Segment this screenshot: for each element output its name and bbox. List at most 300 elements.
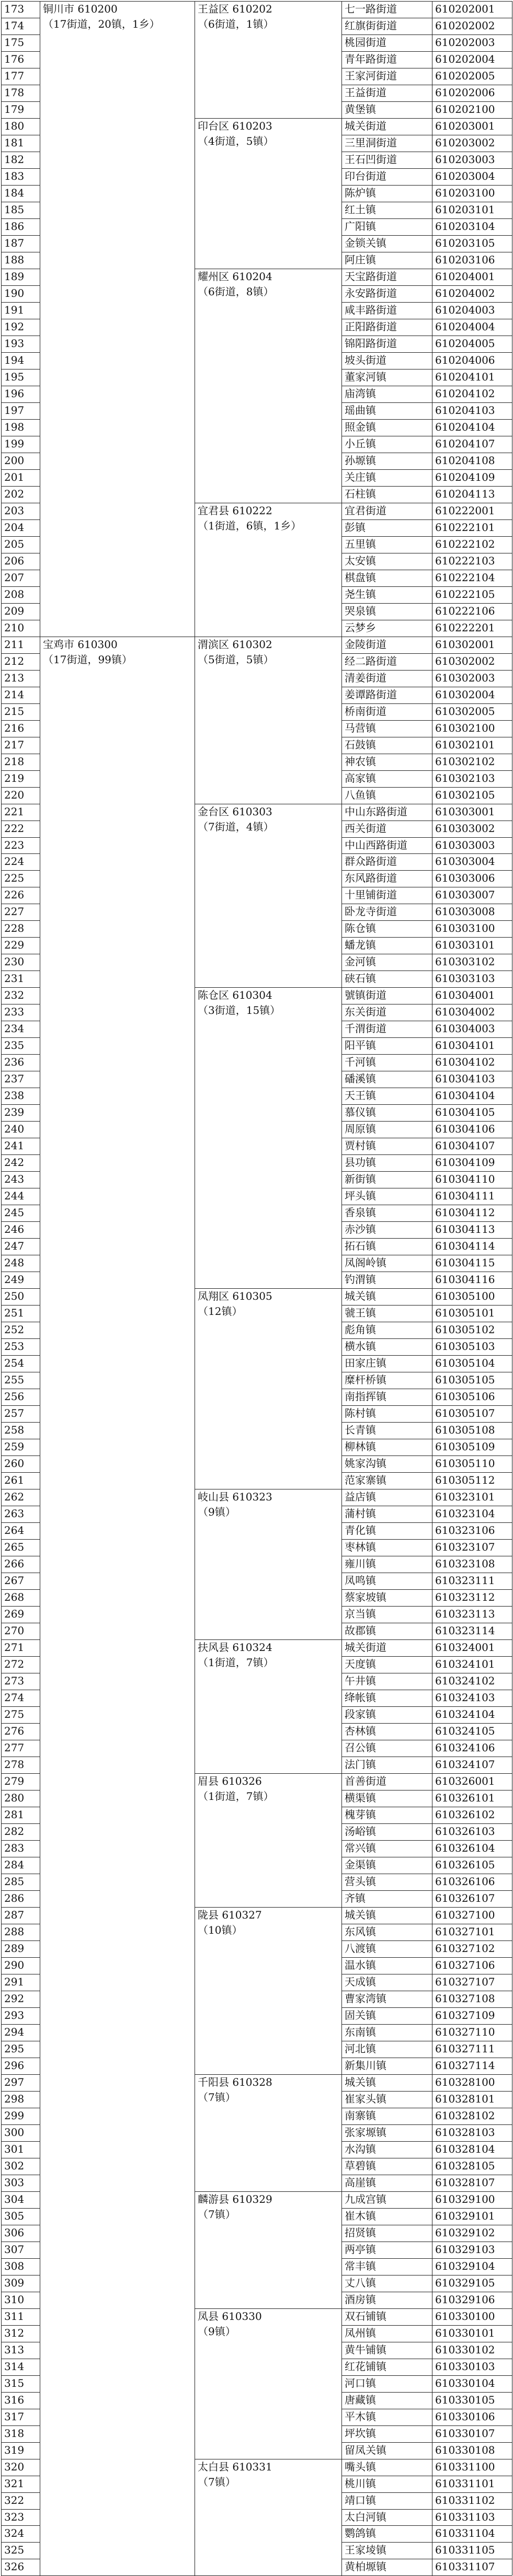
row-number: 178 — [4, 86, 25, 99]
row-number: 271 — [4, 1641, 25, 1654]
row-rule — [1, 2024, 40, 2025]
township-name: 曹家湾镇 — [345, 1992, 386, 2005]
township-name: 赤沙镇 — [345, 1223, 376, 1235]
division-code: 610329101 — [435, 2210, 495, 2222]
division-code: 610327107 — [435, 1976, 495, 1988]
township-name: 蟠龙镇 — [345, 939, 376, 951]
district-summary: （5街道，5镇） — [198, 653, 274, 666]
district-group-rule — [195, 1773, 341, 1774]
division-code: 610331105 — [435, 2544, 495, 2556]
row-rule — [341, 519, 512, 520]
division-code: 610323112 — [435, 1591, 495, 1603]
row-number: 317 — [4, 2410, 25, 2423]
row-number: 280 — [4, 1792, 25, 1804]
township-name: 金锁关镇 — [345, 237, 386, 249]
district-summary: （4街道，5镇） — [198, 135, 274, 147]
row-rule — [1, 870, 40, 871]
row-rule — [1, 1606, 40, 1607]
row-rule — [341, 1037, 512, 1038]
row-rule — [1, 1355, 40, 1356]
township-name: 固关镇 — [345, 2009, 376, 2021]
division-code: 610304101 — [435, 1039, 495, 1052]
row-number: 217 — [4, 738, 25, 751]
township-name: 陈村镇 — [345, 1407, 376, 1419]
row-rule — [341, 2124, 512, 2125]
township-name: 高家镇 — [345, 772, 376, 784]
township-name: 王益街道 — [345, 86, 386, 99]
row-rule — [1, 1940, 40, 1941]
division-code: 610327100 — [435, 1909, 495, 1921]
row-number: 295 — [4, 2042, 25, 2055]
row-rule — [1, 2007, 40, 2008]
row-rule — [341, 603, 512, 604]
row-rule — [1, 920, 40, 921]
row-number: 186 — [4, 220, 25, 233]
division-code: 610303004 — [435, 855, 495, 868]
row-number: 321 — [4, 2477, 25, 2490]
township-name: 红旗街街道 — [345, 19, 397, 32]
township-name: 齐镇 — [345, 1892, 366, 1904]
row-number: 176 — [4, 53, 25, 65]
division-code: 610204113 — [435, 488, 495, 500]
row-rule — [1, 837, 40, 838]
division-code: 610203104 — [435, 220, 495, 233]
division-code: 610305108 — [435, 1424, 495, 1436]
division-code: 610304102 — [435, 1056, 495, 1068]
row-number: 319 — [4, 2444, 25, 2456]
row-rule — [341, 2258, 512, 2259]
township-name: 云梦乡 — [345, 621, 376, 634]
row-rule — [1, 853, 40, 854]
township-name: 杏林镇 — [345, 1725, 376, 1737]
row-rule — [341, 1823, 512, 1824]
township-name: 王石凹街道 — [345, 153, 397, 166]
row-rule — [1, 1957, 40, 1958]
row-number: 281 — [4, 1808, 25, 1821]
township-name: 双石铺镇 — [345, 2310, 386, 2323]
division-code: 610330100 — [435, 2310, 495, 2323]
division-code: 610202100 — [435, 103, 495, 115]
row-rule — [341, 1338, 512, 1339]
township-name: 青年路街道 — [345, 53, 397, 65]
division-code: 610302004 — [435, 688, 495, 701]
division-code: 610302002 — [435, 655, 495, 667]
row-number: 262 — [4, 1491, 25, 1503]
division-code: 610323104 — [435, 1507, 495, 1520]
row-rule — [1, 536, 40, 537]
township-name: 千渭街道 — [345, 1022, 386, 1035]
division-code: 610222201 — [435, 621, 495, 634]
row-number: 297 — [4, 2076, 25, 2088]
division-code: 610304113 — [435, 1223, 495, 1235]
division-code: 610323108 — [435, 1557, 495, 1570]
township-name: 靖口镇 — [345, 2494, 376, 2506]
row-number: 318 — [4, 2427, 25, 2440]
row-number: 234 — [4, 1022, 25, 1035]
division-code: 610305101 — [435, 1307, 495, 1319]
division-code: 610302100 — [435, 722, 495, 734]
row-number: 276 — [4, 1725, 25, 1737]
row-number: 239 — [4, 1106, 25, 1118]
township-name: 坪头镇 — [345, 1189, 376, 1202]
township-name: 照金镇 — [345, 421, 376, 433]
row-number: 183 — [4, 170, 25, 182]
row-rule — [1, 1338, 40, 1339]
division-code: 610305112 — [435, 1474, 495, 1486]
division-code: 610202004 — [435, 53, 495, 65]
township-name: 两亭镇 — [345, 2243, 376, 2256]
row-number: 231 — [4, 972, 25, 985]
township-name: 马营镇 — [345, 722, 376, 734]
row-rule — [1, 1037, 40, 1038]
division-code: 610326103 — [435, 1825, 495, 1838]
township-name: 鹦鸽镇 — [345, 2527, 376, 2539]
township-name: 坪坎镇 — [345, 2427, 376, 2440]
row-rule — [1, 603, 40, 604]
township-name: 黄堡镇 — [345, 103, 376, 115]
township-name: 河北镇 — [345, 2042, 376, 2055]
township-name: 八渡镇 — [345, 1942, 376, 1955]
row-rule — [341, 1221, 512, 1222]
district-summary: （1街道，7镇） — [198, 1656, 274, 1669]
row-rule — [1, 1539, 40, 1540]
township-name: 雍川镇 — [345, 1557, 376, 1570]
township-name: 天王镇 — [345, 1089, 376, 1102]
row-number: 247 — [4, 1240, 25, 1252]
row-number: 200 — [4, 454, 25, 467]
row-number: 212 — [4, 655, 25, 667]
township-name: 城关镇 — [345, 1290, 376, 1302]
row-rule — [1, 586, 40, 587]
row-rule — [341, 1288, 512, 1289]
row-rule — [1, 168, 40, 169]
division-code: 610304116 — [435, 1273, 495, 1286]
township-name: 南指挥镇 — [345, 1390, 386, 1403]
row-number: 267 — [4, 1574, 25, 1587]
township-name: 红土镇 — [345, 203, 376, 216]
district-group-rule — [195, 2308, 341, 2309]
district-name: 陈仓区 610304 — [198, 989, 272, 1001]
row-number: 296 — [4, 2059, 25, 2072]
row-rule — [1, 1639, 40, 1640]
division-code: 610329106 — [435, 2293, 495, 2306]
division-code: 610328104 — [435, 2143, 495, 2155]
row-rule — [1, 2258, 40, 2259]
division-code: 610305100 — [435, 1290, 495, 1302]
division-code: 610327111 — [435, 2042, 495, 2055]
row-rule — [1, 34, 40, 35]
township-name: 七一路街道 — [345, 3, 397, 15]
row-rule — [341, 1907, 512, 1908]
township-name: 香泉镇 — [345, 1206, 376, 1219]
row-rule — [1, 118, 40, 119]
row-rule — [1, 402, 40, 403]
township-name: 十里铺街道 — [345, 888, 397, 901]
township-name: 东南镇 — [345, 2026, 376, 2038]
division-code: 610302102 — [435, 755, 495, 768]
row-number: 197 — [4, 404, 25, 417]
township-name: 嘴头镇 — [345, 2461, 376, 2473]
township-name: 青化镇 — [345, 1524, 376, 1537]
township-name: 五里镇 — [345, 538, 376, 550]
township-name: 庙湾镇 — [345, 387, 376, 400]
row-number: 244 — [4, 1189, 25, 1202]
township-name: 西关街道 — [345, 822, 386, 835]
division-code: 610305104 — [435, 1357, 495, 1369]
division-code: 610204001 — [435, 270, 495, 283]
district-name: 金台区 610303 — [198, 805, 272, 818]
row-rule — [1, 1823, 40, 1824]
division-code: 610328100 — [435, 2076, 495, 2088]
township-name: 小丘镇 — [345, 437, 376, 450]
township-name: 糜杆桥镇 — [345, 1373, 386, 1386]
township-name: 法门镇 — [345, 1758, 376, 1771]
township-name: 九成宫镇 — [345, 2193, 386, 2205]
division-code: 610331107 — [435, 2560, 495, 2573]
row-number: 266 — [4, 1557, 25, 1570]
row-rule — [341, 1706, 512, 1707]
row-number: 228 — [4, 922, 25, 934]
row-number: 309 — [4, 2277, 25, 2289]
row-number: 232 — [4, 989, 25, 1001]
row-rule — [1, 1104, 40, 1105]
row-number: 251 — [4, 1307, 25, 1319]
township-name: 长青镇 — [345, 1424, 376, 1436]
row-number: 279 — [4, 1775, 25, 1787]
district-summary: （7街道，4镇） — [198, 821, 274, 833]
row-rule — [341, 1154, 512, 1155]
row-number: 235 — [4, 1039, 25, 1052]
row-rule — [1, 1, 40, 2]
township-name: 姚家沟镇 — [345, 1457, 386, 1470]
township-name: 硖石镇 — [345, 972, 376, 985]
row-rule — [1, 2074, 40, 2075]
row-number: 243 — [4, 1173, 25, 1185]
row-number: 188 — [4, 253, 25, 266]
row-number: 194 — [4, 354, 25, 366]
row-number: 215 — [4, 705, 25, 718]
township-name: 横渠镇 — [345, 1792, 376, 1804]
row-number: 189 — [4, 270, 25, 283]
row-number: 203 — [4, 504, 25, 517]
row-rule — [1, 2392, 40, 2393]
row-rule — [1, 486, 40, 487]
row-number: 209 — [4, 605, 25, 617]
district-group-rule — [195, 2191, 341, 2192]
division-code: 610323113 — [435, 1608, 495, 1620]
row-number: 264 — [4, 1524, 25, 1537]
division-code: 610323111 — [435, 1574, 495, 1587]
row-number: 184 — [4, 187, 25, 199]
township-name: 阳平镇 — [345, 1039, 376, 1052]
division-code: 610304106 — [435, 1123, 495, 1135]
row-number: 191 — [4, 304, 25, 316]
district-summary: （10镇） — [198, 1924, 243, 1936]
township-name: 丈八镇 — [345, 2277, 376, 2289]
township-name: 金河镇 — [345, 955, 376, 968]
row-number: 265 — [4, 1541, 25, 1553]
division-code: 610327110 — [435, 2026, 495, 2038]
division-code: 610304111 — [435, 1189, 495, 1202]
division-code: 610204003 — [435, 304, 495, 316]
row-rule — [1, 519, 40, 520]
division-code: 610305103 — [435, 1340, 495, 1353]
row-rule — [341, 1355, 512, 1356]
row-rule — [1, 469, 40, 470]
township-name: 草碧镇 — [345, 2159, 376, 2172]
district-summary: （7镇） — [198, 2208, 236, 2221]
township-name: 磻溪镇 — [345, 1072, 376, 1085]
township-name: 张家塬镇 — [345, 2126, 386, 2139]
row-rule — [341, 2425, 512, 2426]
township-name: 河口镇 — [345, 2377, 376, 2389]
row-number: 229 — [4, 939, 25, 951]
row-rule — [1, 51, 40, 52]
division-code: 610330107 — [435, 2427, 495, 2440]
division-code: 610303001 — [435, 805, 495, 818]
row-rule — [341, 987, 512, 988]
district-summary: （1街道，6镇，1乡） — [198, 519, 302, 532]
district-group-rule — [195, 1907, 341, 1908]
division-code: 610305107 — [435, 1407, 495, 1419]
township-name: 午井镇 — [345, 1674, 376, 1687]
row-number: 214 — [4, 688, 25, 701]
township-name: 横水镇 — [345, 1340, 376, 1353]
row-rule — [1, 1154, 40, 1155]
row-number: 222 — [4, 822, 25, 835]
row-number: 291 — [4, 1976, 25, 1988]
township-name: 城关镇 — [345, 2076, 376, 2088]
district-name: 渭滨区 610302 — [198, 638, 272, 651]
division-code: 610329103 — [435, 2243, 495, 2256]
row-number: 290 — [4, 1959, 25, 1971]
row-rule — [1, 1773, 40, 1774]
district-summary: （9镇） — [198, 2325, 236, 2338]
district-name: 凤县 610330 — [198, 2310, 262, 2323]
row-rule — [341, 670, 512, 671]
division-code: 610330103 — [435, 2360, 495, 2373]
row-rule — [341, 2525, 512, 2526]
row-rule — [1, 1472, 40, 1473]
township-name: 坡头街道 — [345, 354, 386, 366]
row-rule — [1, 2124, 40, 2125]
row-number: 193 — [4, 337, 25, 350]
division-code: 610305110 — [435, 1457, 495, 1470]
row-rule — [341, 2007, 512, 2008]
row-number: 313 — [4, 2343, 25, 2356]
row-number: 252 — [4, 1323, 25, 1336]
division-code: 610326106 — [435, 1875, 495, 1888]
division-code: 610302103 — [435, 772, 495, 784]
division-code: 610304110 — [435, 1173, 495, 1185]
row-rule — [1, 670, 40, 671]
township-name: 高崖镇 — [345, 2176, 376, 2189]
division-code: 610324106 — [435, 1741, 495, 1754]
division-code: 610203100 — [435, 187, 495, 199]
row-number: 173 — [4, 3, 25, 15]
row-number: 311 — [4, 2310, 25, 2323]
township-name: 钓渭镇 — [345, 1273, 376, 1286]
division-code: 610303007 — [435, 888, 495, 901]
township-name: 石柱镇 — [345, 488, 376, 500]
district-group-rule — [195, 2074, 341, 2075]
district-name: 眉县 610326 — [198, 1775, 262, 1787]
division-code: 610202001 — [435, 3, 495, 15]
row-rule — [1, 2308, 40, 2309]
township-name: 招贤镇 — [345, 2226, 376, 2239]
row-number: 298 — [4, 2093, 25, 2105]
row-rule — [341, 870, 512, 871]
division-code: 610222105 — [435, 588, 495, 600]
row-rule — [1, 653, 40, 654]
row-number: 230 — [4, 955, 25, 968]
row-rule — [1, 185, 40, 186]
division-code: 610323114 — [435, 1624, 495, 1637]
city-summary: （17街道，20镇，1乡） — [43, 18, 160, 30]
row-number: 308 — [4, 2260, 25, 2272]
division-code: 610323107 — [435, 1541, 495, 1553]
township-name: 蔡家坡镇 — [345, 1591, 386, 1603]
township-name: 卧龙寺街道 — [345, 905, 397, 918]
row-number: 261 — [4, 1474, 25, 1486]
row-number: 174 — [4, 19, 25, 32]
division-code: 610328101 — [435, 2093, 495, 2105]
row-number: 199 — [4, 437, 25, 450]
row-number: 177 — [4, 70, 25, 82]
row-number: 320 — [4, 2461, 25, 2473]
city-name: 宝鸡市 610300 — [43, 638, 118, 651]
row-number: 315 — [4, 2377, 25, 2389]
row-rule — [341, 1121, 512, 1122]
row-rule — [1, 2509, 40, 2510]
division-code: 610305102 — [435, 1323, 495, 1336]
division-code: 610330104 — [435, 2377, 495, 2389]
division-code: 610304115 — [435, 1256, 495, 1269]
township-name: 京当镇 — [345, 1608, 376, 1620]
row-rule — [1, 1522, 40, 1523]
row-rule — [341, 2442, 512, 2443]
row-rule — [341, 1606, 512, 1607]
division-code: 610204005 — [435, 337, 495, 350]
district-group-rule — [195, 1639, 341, 1640]
row-rule — [1, 2525, 40, 2526]
township-name: 锦阳路街道 — [345, 337, 397, 350]
division-code: 610304001 — [435, 989, 495, 1001]
township-name: 贾村镇 — [345, 1139, 376, 1152]
row-rule — [1, 1422, 40, 1423]
row-rule — [341, 1405, 512, 1406]
row-rule — [341, 51, 512, 52]
division-code: 610304003 — [435, 1022, 495, 1035]
row-rule — [341, 1238, 512, 1239]
row-number: 242 — [4, 1156, 25, 1169]
row-number: 207 — [4, 571, 25, 584]
district-name: 麟游县 610329 — [198, 2193, 272, 2205]
row-rule — [341, 302, 512, 303]
row-number: 314 — [4, 2360, 25, 2373]
row-number: 273 — [4, 1674, 25, 1687]
division-code: 610204004 — [435, 320, 495, 333]
division-code: 610302005 — [435, 705, 495, 718]
row-rule — [1, 1171, 40, 1172]
row-number: 285 — [4, 1875, 25, 1888]
township-name: 太安镇 — [345, 555, 376, 567]
row-number: 287 — [4, 1909, 25, 1921]
division-code: 610330105 — [435, 2394, 495, 2406]
row-number: 301 — [4, 2143, 25, 2155]
division-code: 610324103 — [435, 1691, 495, 1704]
division-code: 610305109 — [435, 1440, 495, 1453]
